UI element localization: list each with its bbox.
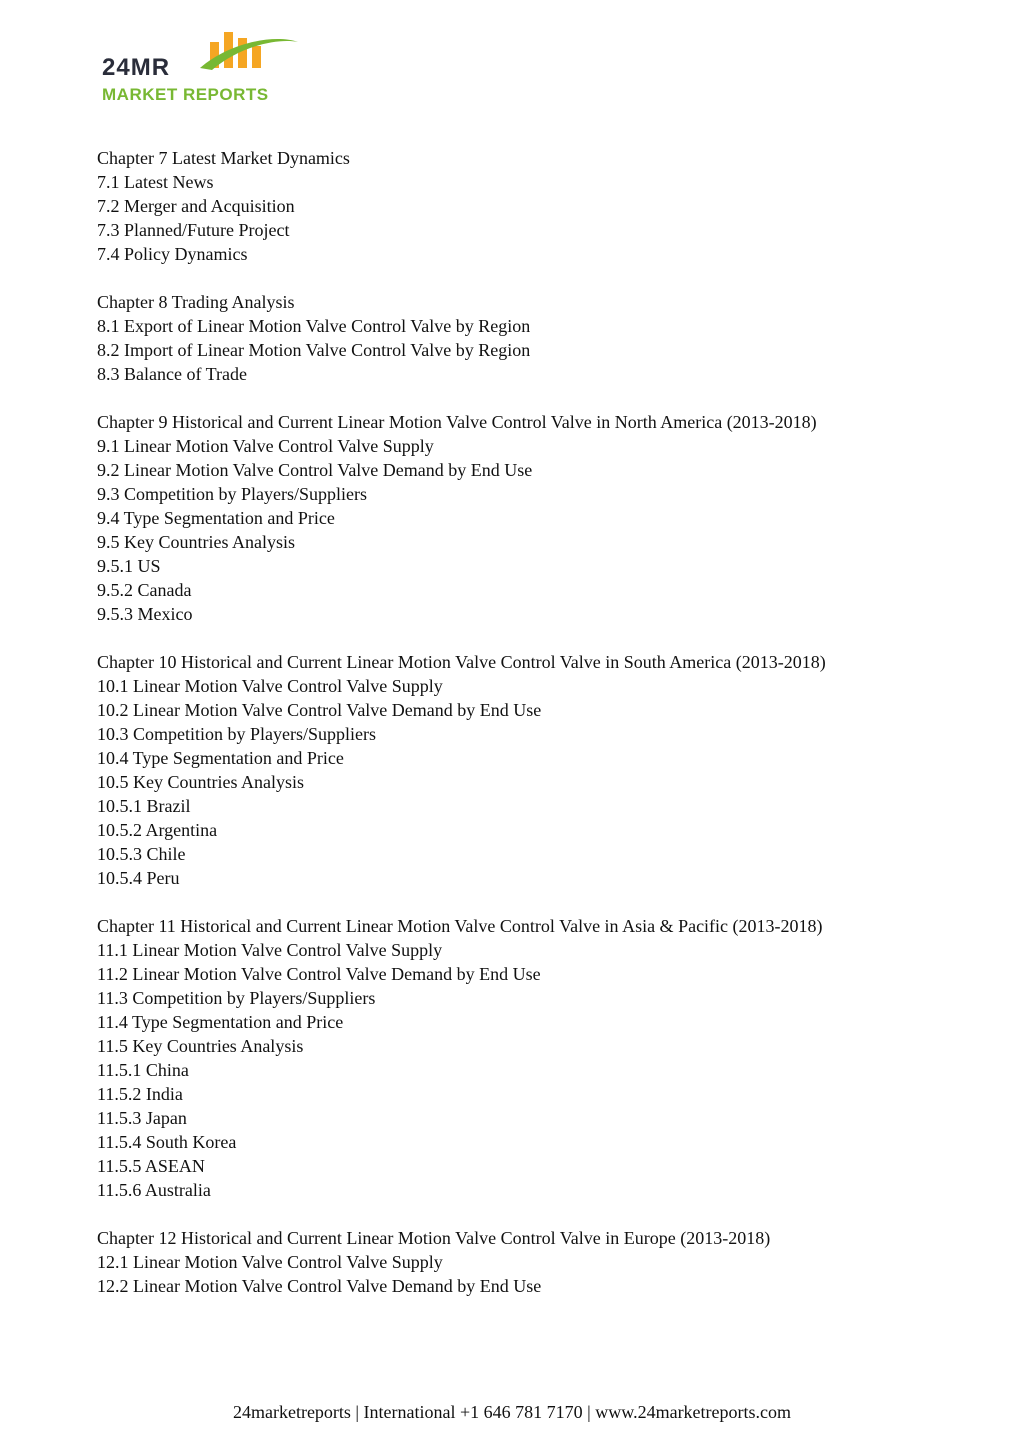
chapter-12-section: [97, 1226, 957, 1298]
chapter-11-section: [97, 914, 957, 1202]
toc-item: 10.4 Type Segmentation and Price: [97, 748, 344, 768]
toc-item: 9.4 Type Segmentation and Price: [97, 508, 335, 528]
toc-item: 9.5.3 Mexico: [97, 604, 193, 624]
company-logo: [100, 28, 310, 108]
chapter-10-section: [97, 650, 957, 890]
toc-item: 11.5 Key Countries Analysis: [97, 1036, 304, 1056]
toc-item: 11.5.1 China: [97, 1060, 189, 1080]
toc-item: 10.1 Linear Motion Valve Control Valve Supply: [97, 676, 443, 696]
toc-item: 11.4 Type Segmentation and Price: [97, 1012, 344, 1032]
toc-item: 10.2 Linear Motion Valve Control Valve Demand by End Use: [97, 700, 542, 720]
toc-item: 10.5.4 Peru: [97, 868, 180, 888]
toc-item: 11.5.4 South Korea: [97, 1132, 237, 1152]
toc-item: 8.3 Balance of Trade: [97, 364, 247, 384]
toc-item: 7.1 Latest News: [97, 172, 214, 192]
toc-item: 9.1 Linear Motion Valve Control Valve Supply: [97, 436, 434, 456]
toc-item: 11.3 Competition by Players/Suppliers: [97, 988, 376, 1008]
toc-item: 11.5.6 Australia: [97, 1180, 211, 1200]
toc-item: 9.5 Key Countries Analysis: [97, 532, 295, 552]
toc-item: 7.4 Policy Dynamics: [97, 244, 248, 264]
toc-item: 11.5.2 India: [97, 1084, 183, 1104]
toc-item: 9.2 Linear Motion Valve Control Valve Demand by End Use: [97, 460, 533, 480]
toc-item: 10.3 Competition by Players/Suppliers: [97, 724, 376, 744]
logo-tagline: MARKET REPORTS: [102, 85, 269, 104]
logo-wordmark: 24MR: [102, 54, 171, 81]
chapter-8-section: [97, 290, 957, 386]
toc-item: 11.5.3 Japan: [97, 1108, 187, 1128]
table-of-contents: [97, 146, 957, 1322]
toc-item: 10.5.2 Argentina: [97, 820, 218, 840]
toc-item: 11.1 Linear Motion Valve Control Valve Supply: [97, 940, 443, 960]
chapter-heading: Chapter 11 Historical and Current Linear Motion Valve Control Valve in Asia & Pacific (2013-2018): [97, 916, 823, 936]
chapter-heading: Chapter 8 Trading Analysis: [97, 292, 295, 312]
toc-item: 9.5.1 US: [97, 556, 161, 576]
toc-item: 7.3 Planned/Future Project: [97, 220, 290, 240]
toc-item: 11.2 Linear Motion Valve Control Valve Demand by End Use: [97, 964, 541, 984]
toc-item: 10.5.1 Brazil: [97, 796, 191, 816]
chapter-9-section: [97, 410, 957, 626]
toc-item: 10.5 Key Countries Analysis: [97, 772, 304, 792]
chapter-heading: Chapter 7 Latest Market Dynamics: [97, 148, 350, 168]
chapter-heading: Chapter 10 Historical and Current Linear Motion Valve Control Valve in South America (2013-2018): [97, 652, 826, 672]
chapter-heading: Chapter 9 Historical and Current Linear Motion Valve Control Valve in North America (2013-2018): [97, 412, 817, 432]
toc-item: 11.5.5 ASEAN: [97, 1156, 205, 1176]
toc-item: 10.5.3 Chile: [97, 844, 186, 864]
toc-item: 12.1 Linear Motion Valve Control Valve Supply: [97, 1252, 443, 1272]
chapter-7-section: [97, 146, 957, 266]
chapter-heading: Chapter 12 Historical and Current Linear Motion Valve Control Valve in Europe (2013-2018): [97, 1228, 771, 1248]
toc-item: 8.1 Export of Linear Motion Valve Control Valve by Region: [97, 316, 531, 336]
toc-item: 9.3 Competition by Players/Suppliers: [97, 484, 367, 504]
toc-item: 7.2 Merger and Acquisition: [97, 196, 295, 216]
toc-item: 12.2 Linear Motion Valve Control Valve Demand by End Use: [97, 1276, 542, 1296]
toc-item: 9.5.2 Canada: [97, 580, 192, 600]
page-footer: 24marketreports | International +1 646 781 7170 | www.24marketreports.com: [232, 1402, 792, 1422]
toc-item: 8.2 Import of Linear Motion Valve Control Valve by Region: [97, 340, 531, 360]
